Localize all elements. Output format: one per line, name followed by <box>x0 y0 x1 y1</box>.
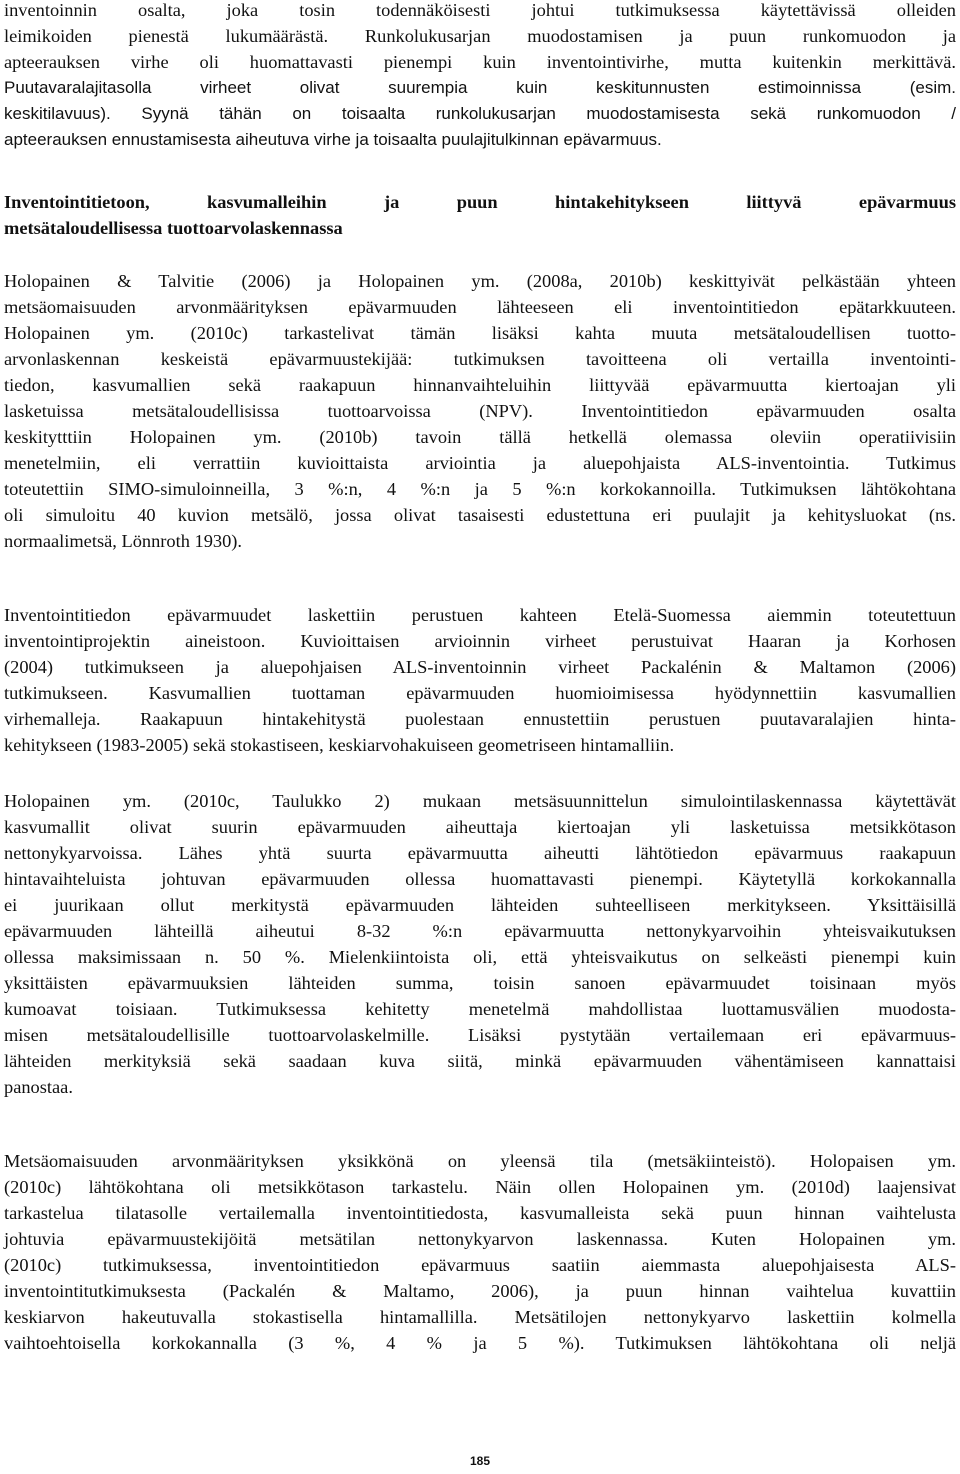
paragraph-1 <box>4 0 956 153</box>
para4-line: ei juurikaan ollut merkitystä epävarmuuden lähteiden suhteelliseen merkitykseen. Yksittäisillä <box>4 895 956 915</box>
para1-line: leimikoiden pienestä lukumäärästä. Runkolukusarjan muodostamisen ja puun runkomuodon ja <box>4 26 956 46</box>
para5-line: inventointitutkimuksesta (Packalén & Maltamo, 2006), ja puun hinnan vaihtelua kuvattiin <box>4 1281 956 1301</box>
para3-line: tutkimukseen. Kasvumallien tuottaman epävarmuuden huomioimisessa hyödynnettiin kasvumallien <box>4 683 956 703</box>
para1-line: apteerauksen virhe oli huomattavasti pienempi kuin inventointivirhe, mutta kuitenkin merkittävä. <box>4 52 956 72</box>
para4-line: Holopainen ym. (2010c, Taulukko 2) mukaan metsäsuunnittelun simulointilaskennassa käytettävät <box>4 791 956 811</box>
para2-line: menetelmiin, eli verrattiin kuvioittaista arviointia ja aluepohjaista ALS-inventointia. Tutkimus <box>4 453 956 473</box>
para4-line: hintavaihteluista johtuvan epävarmuuden ollessa huomattavasti pienempi. Käytetyllä korkokannalla <box>4 869 956 889</box>
heading-line: metsätaloudellisessa tuottoarvolaskennassa <box>4 218 343 238</box>
para4-line: kumoavat toisiaan. Tutkimuksessa kehitetty menetelmä mahdollistaa luottamusvälien muodosta- <box>4 999 956 1019</box>
para4-line: panostaa. <box>4 1077 73 1097</box>
para2-line: oli simuloitu 40 kuvion metsälö, jossa olivat tasaisesti edustettuna eri puulajit ja kehitysluokat (ns. <box>4 505 956 525</box>
para5-line: tarkastelua tilatasolle vertailemalla inventointitiedosta, kasvumalleista sekä puun hinnan vaihtelusta <box>4 1203 956 1223</box>
para2-line: Holopainen & Talvitie (2006) ja Holopainen ym. (2008a, 2010b) keskittyivät pelkästään yhteen <box>4 271 956 291</box>
heading-line: Inventointitietoon, kasvumalleihin ja puun hintakehitykseen liittyvä epävarmuus <box>4 192 956 212</box>
para5-line: keskiarvon hakeutuvalla stokastisella hintamallilla. Metsätilojen nettonykyarvo laskettiin kolmella <box>4 1307 956 1327</box>
paragraph-4 <box>4 788 956 1100</box>
para3-line: (2004) tutkimukseen ja aluepohjaisen ALS-inventoinnin virheet Packalénin & Maltamon (2006) <box>4 657 956 677</box>
para3-line: kehitykseen (1983-2005) sekä stokastiseen, keskiarvohakuiseen geometriseen hintamalliin. <box>4 735 675 755</box>
para1-line: apteerauksen ennustamisesta aiheutuva virhe ja toisaalta puulajitulkinnan epävarmuus. <box>4 130 662 149</box>
para5-line: johtuvia epävarmuustekijöitä metsätilan nettonykyarvon laskennassa. Kuten Holopainen ym. <box>4 1229 956 1249</box>
para3-line: Inventointitiedon epävarmuudet laskettiin perustuen kahteen Etelä-Suomessa aiemmin toteutettuun <box>4 605 956 625</box>
para2-line: tiedon, kasvumallien sekä raakapuun hinnanvaihteluihin liittyvää epävarmuutta kiertoajan yli <box>4 375 956 395</box>
para2-line: Holopainen ym. (2010c) tarkastelivat tämän lisäksi kahta muuta metsätaloudellisen tuotto- <box>4 323 956 343</box>
para5-line: Metsäomaisuuden arvonmäärityksen yksikkönä on yleensä tila (metsäkiinteistö). Holopaisen ym. <box>4 1151 956 1171</box>
para2-line: arvonlaskennan keskeistä epävarmuustekijää: tutkimuksen tavoitteena oli vertailla inventointi- <box>4 349 956 369</box>
para4-line: ollessa maksimissaan n. 50 %. Mielenkiintoista oli, että yhteisvaikutus on selkeästi pienempi kuin <box>4 947 956 967</box>
para4-line: yksittäisten epävarmuuksien lähteiden summa, toisin sanoen epävarmuudet toisinaan myös <box>4 973 956 993</box>
para3-line: virhemalleja. Raakapuun hintakehitystä puolestaan ennustettiin perustuen puutavaralajien hinta- <box>4 709 956 729</box>
para1-line: keskitilavuus). Syynä tähän on toisaalta runkolukusarjan muodostamisesta sekä runkomuodon / <box>4 104 956 123</box>
para4-line: nettonykyarvoissa. Lähes yhtä suurta epävarmuutta aiheutti lähtötiedon epävarmuus raakapuun <box>4 843 956 863</box>
section-heading <box>4 189 956 241</box>
para4-line: epävarmuuden lähteillä aiheutui 8-32 %:n epävarmuutta nettonykyarvoihin yhteisvaikutuksen <box>4 921 956 941</box>
para2-line: metsäomaisuuden arvonmäärityksen epävarmuuden lähteeseen eli inventointitiedon epätarkkuuteen. <box>4 297 956 317</box>
para5-line: (2010c) tutkimuksessa, inventointitiedon epävarmuus saatiin aiemmasta aluepohjaisesta ALS- <box>4 1255 956 1275</box>
para1-line: inventoinnin osalta, joka tosin todennäköisesti johtui tutkimuksessa käytettävissä olleiden <box>4 0 956 20</box>
para2-line: normaalimetsä, Lönnroth 1930). <box>4 531 243 551</box>
para3-line: inventointiprojektin aineistoon. Kuvioittaisen arvioinnin virheet perustuivat Haaran ja Korhosen <box>4 631 956 651</box>
para4-line: misen metsätaloudellisille tuottoarvolaskelmille. Lisäksi pystytään vertailemaan eri epävarmuus- <box>4 1025 956 1045</box>
para5-line: vaihtoehtoisella korkokannalla (3 %, 4 % ja 5 %). Tutkimuksen lähtökohtana oli neljä <box>4 1333 956 1353</box>
para5-line: (2010c) lähtökohtana oli metsikkötason tarkastelu. Näin ollen Holopainen ym. (2010d) laajensivat <box>4 1177 956 1197</box>
para4-line: kasvumallit olivat suurin epävarmuuden aiheuttaja kiertoajan yli lasketuissa metsikkötason <box>4 817 956 837</box>
page-number: 185 <box>469 1454 491 1468</box>
para2-line: toteutettiin SIMO-simuloinneilla, 3 %:n, 4 %:n ja 5 %:n korkokannoilla. Tutkimuksen lähtökohtana <box>4 479 956 499</box>
paragraph-3 <box>4 602 956 758</box>
para2-line: lasketuissa metsätaloudellisissa tuottoarvoissa (NPV). Inventointitiedon epävarmuuden osalta <box>4 401 956 421</box>
para1-line: Puutavaralajitasolla virheet olivat suurempia kuin keskitunnusten estimoinnissa (esim. <box>4 78 956 97</box>
paragraph-2 <box>4 268 956 554</box>
para4-line: lähteiden merkityksiä sekä saadaan kuva siitä, minkä epävarmuuden vähentämiseen kannattaisi <box>4 1051 956 1071</box>
para2-line: keskitytttiin Holopainen ym. (2010b) tavoin tällä hetkellä olemassa oleviin operatiivisiin <box>4 427 956 447</box>
paragraph-5 <box>4 1148 956 1356</box>
